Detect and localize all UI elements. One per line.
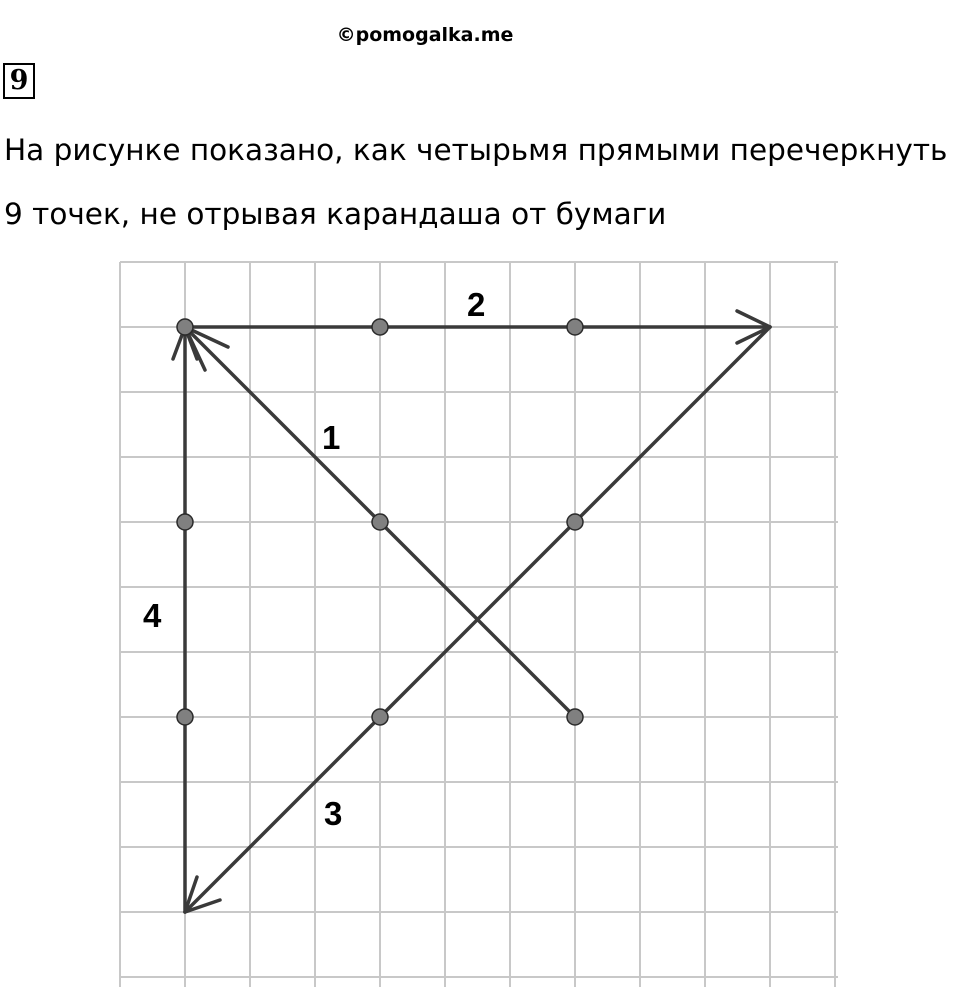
task-text-line-1: На рисунке показано, как четырьмя прямыми перечеркнуть [4, 133, 948, 167]
dot [372, 709, 388, 725]
dot [177, 709, 193, 725]
line-label-4: 4 [143, 597, 162, 634]
dot [567, 514, 583, 530]
dot [372, 514, 388, 530]
path-lines [185, 327, 770, 912]
line-label-2: 2 [467, 286, 486, 323]
dot [177, 514, 193, 530]
line-label-3: 3 [324, 795, 343, 832]
watermark: ©pomogalka.me [336, 24, 514, 46]
line-label-1: 1 [322, 419, 341, 456]
task-number: 9 [9, 65, 29, 96]
dot [567, 319, 583, 335]
task-text-line-2: 9 точек, не отрывая карандаша от бумаги [4, 197, 667, 231]
dot [177, 319, 193, 335]
dot [372, 319, 388, 335]
dot [567, 709, 583, 725]
